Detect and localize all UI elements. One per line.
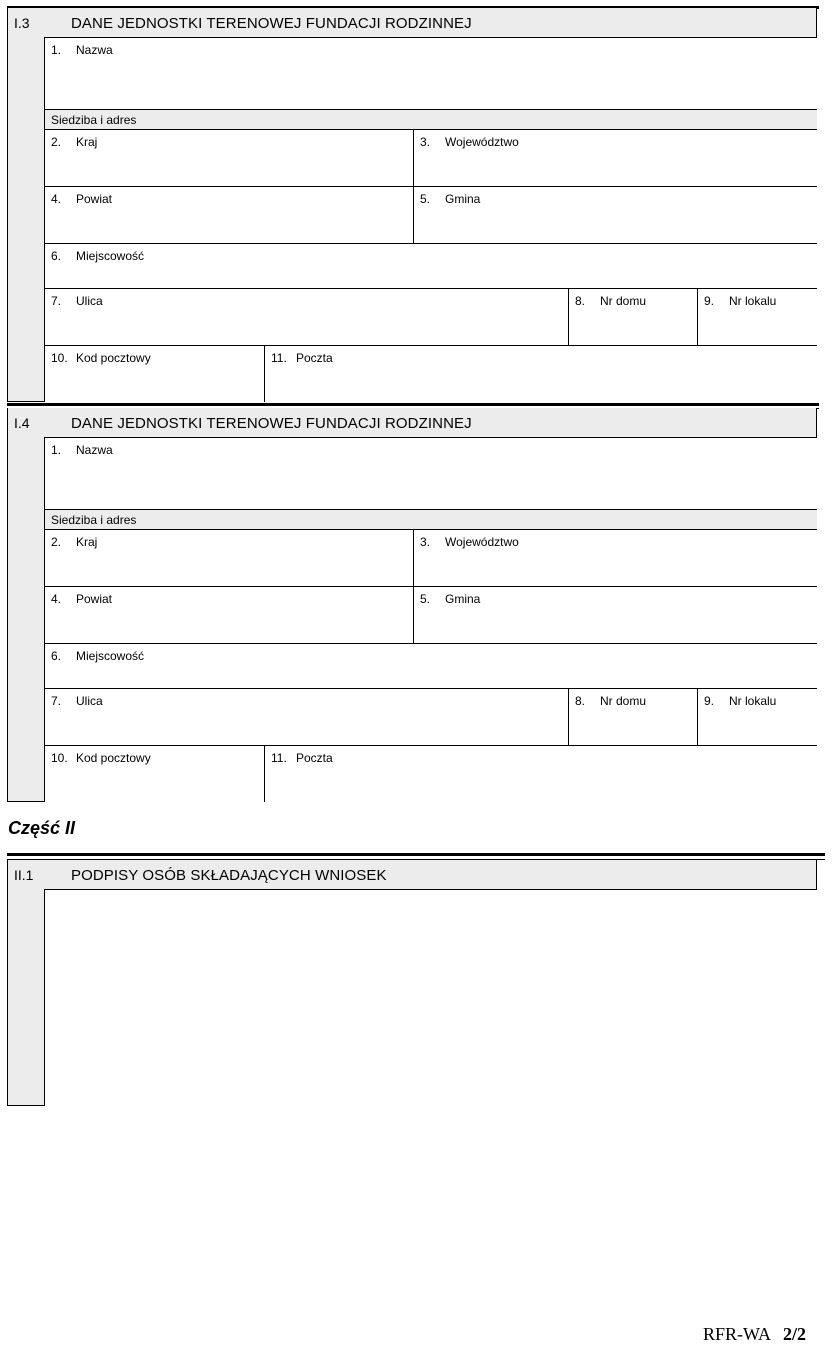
section-top-rule — [7, 403, 819, 406]
field-label: Miejscowość — [76, 649, 145, 663]
field-ulica[interactable]: 7. Ulica — [45, 289, 569, 346]
field-label: Nr lokalu — [729, 294, 777, 308]
subheader-siedziba: Siedziba i adres — [45, 510, 817, 530]
field-label: Kraj — [76, 535, 98, 549]
field-label: Gmina — [445, 192, 481, 206]
section-title: DANE JEDNOSTKI TERENOWEJ FUNDACJI RODZINNEJ — [71, 15, 472, 32]
field-label: Ulica — [76, 694, 103, 708]
field-kod-pocztowy[interactable]: 10. Kod pocztowy — [45, 346, 265, 402]
field-nazwa[interactable]: 1. Nazwa — [45, 438, 817, 510]
field-poczta[interactable]: 11. Poczta — [265, 346, 817, 402]
field-miejscowosc[interactable]: 6. Miejscowość — [45, 244, 817, 289]
field-wojewodztwo[interactable]: 3. Województwo — [414, 530, 817, 587]
section-title: DANE JEDNOSTKI TERENOWEJ FUNDACJI RODZINNEJ — [71, 415, 472, 432]
page-number: 2/2 — [783, 1324, 807, 1344]
section-fields — [44, 437, 817, 802]
field-nr-domu[interactable]: 8. Nr domu — [569, 689, 698, 746]
field-nr-domu[interactable]: 8. Nr domu — [569, 289, 698, 346]
part-title: Część II — [8, 818, 76, 838]
field-gmina[interactable]: 5. Gmina — [414, 187, 817, 244]
field-wojewodztwo[interactable]: 3. Województwo — [414, 130, 817, 187]
field-nazwa[interactable]: 1. Nazwa — [45, 38, 817, 110]
field-label: Kod pocztowy — [76, 751, 151, 765]
field-kraj[interactable]: 2. Kraj — [45, 130, 414, 187]
field-powiat[interactable]: 4. Powiat — [45, 187, 414, 244]
field-label: Nazwa — [76, 43, 113, 57]
signatures-field[interactable] — [44, 889, 817, 1106]
subheader-siedziba: Siedziba i adres — [45, 110, 817, 130]
field-label: Ulica — [76, 294, 103, 308]
page-footer — [703, 1324, 806, 1345]
section-header — [8, 860, 816, 890]
section-i3 — [7, 8, 817, 402]
field-kod-pocztowy[interactable]: 10. Kod pocztowy — [45, 746, 265, 802]
field-label: Województwo — [445, 135, 519, 149]
section-number: II.1 — [14, 867, 34, 883]
field-label: Powiat — [76, 192, 113, 206]
field-kraj[interactable]: 2. Kraj — [45, 530, 414, 587]
field-label: Gmina — [445, 592, 481, 606]
section-title: PODPISY OSÓB SKŁADAJĄCYCH WNIOSEK — [71, 867, 387, 884]
field-miejscowosc[interactable]: 6. Miejscowość — [45, 644, 817, 689]
field-label: Nazwa — [76, 443, 113, 457]
field-powiat[interactable]: 4. Powiat — [45, 587, 414, 644]
section-ii1 — [7, 860, 817, 1106]
field-label: Poczta — [296, 351, 333, 365]
section-header — [8, 408, 816, 438]
field-ulica[interactable]: 7. Ulica — [45, 689, 569, 746]
field-label: Województwo — [445, 535, 519, 549]
form-code: RFR-WA — [703, 1324, 772, 1344]
section-number: I.3 — [14, 15, 30, 31]
field-label: Poczta — [296, 751, 333, 765]
field-label: Nr lokalu — [729, 694, 777, 708]
field-nr-lokalu[interactable]: 9. Nr lokalu — [698, 689, 817, 746]
field-label: Nr domu — [600, 694, 647, 708]
section-header — [8, 8, 816, 38]
field-label: Nr domu — [600, 294, 647, 308]
field-label: Kraj — [76, 135, 98, 149]
section-fields — [44, 37, 817, 402]
field-poczta[interactable]: 11. Poczta — [265, 746, 817, 802]
section-top-rule — [7, 853, 825, 856]
field-label: Kod pocztowy — [76, 351, 151, 365]
field-label: Miejscowość — [76, 249, 145, 263]
section-i4 — [7, 408, 817, 802]
field-label: Powiat — [76, 592, 113, 606]
field-gmina[interactable]: 5. Gmina — [414, 587, 817, 644]
section-number: I.4 — [14, 415, 30, 431]
field-nr-lokalu[interactable]: 9. Nr lokalu — [698, 289, 817, 346]
